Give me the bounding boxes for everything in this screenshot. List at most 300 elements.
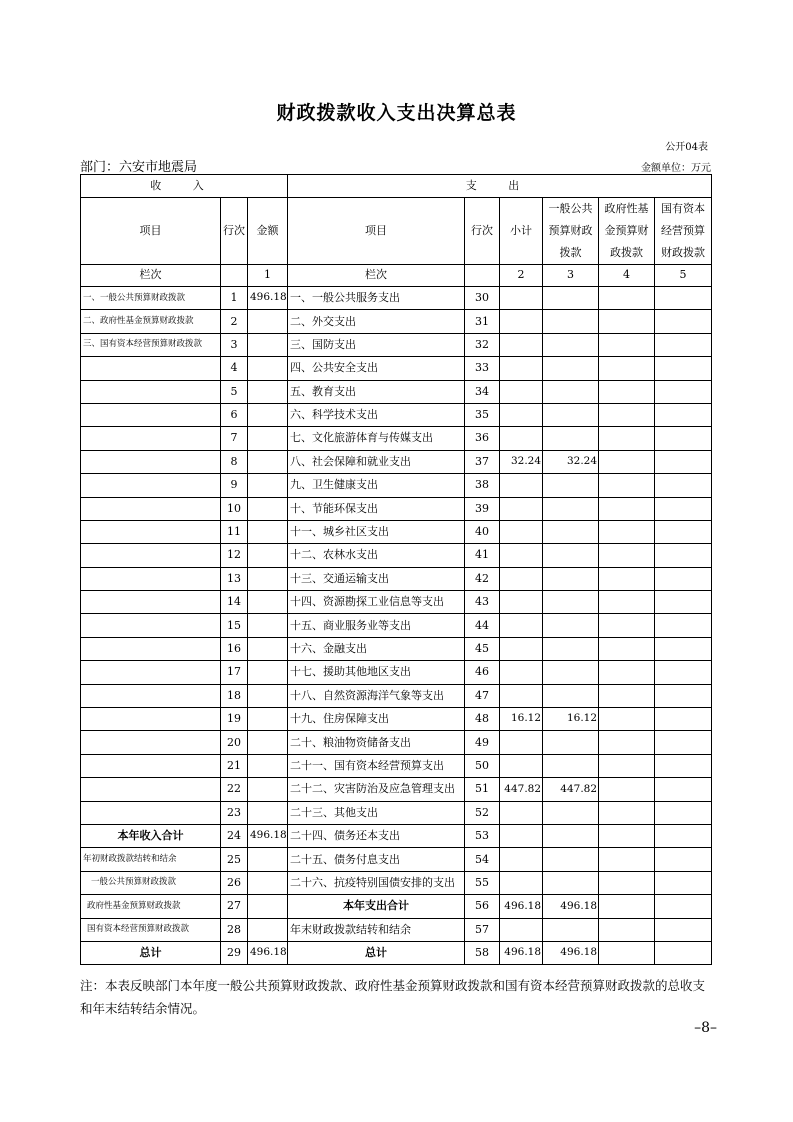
expense-row-no-cell: 39: [465, 497, 500, 520]
subtotal-cell: [500, 520, 543, 543]
income-amount-cell: [248, 614, 288, 637]
income-item-cell: 总计: [81, 941, 221, 964]
expense-row-no-cell: 52: [465, 801, 500, 824]
subtotal-cell: [500, 731, 543, 754]
income-row-no-cell: 19: [221, 708, 248, 731]
income-row-no-cell: 14: [221, 591, 248, 614]
income-item-cell: [81, 591, 221, 614]
table-row: [81, 918, 712, 941]
expense-row-no-cell: 54: [465, 848, 500, 871]
expense-item-cell: 一、一般公共服务支出: [288, 287, 465, 310]
expense-row-no-cell: 50: [465, 754, 500, 777]
income-item-cell: [81, 684, 221, 707]
expense-row-no-cell: 36: [465, 427, 500, 450]
subtotal-cell: [500, 661, 543, 684]
fund-budget-cell: [599, 778, 655, 801]
general-budget-cell: [543, 380, 599, 403]
fund-budget-cell: [599, 427, 655, 450]
income-row-no-cell: 4: [221, 357, 248, 380]
col-number-5: 5: [655, 265, 712, 287]
expense-row-no-cell: 42: [465, 567, 500, 590]
footnote: 注：本表反映部门本年度一般公共预算财政拨款、政府性基金预算财政拨款和国有资本经营预算财政拨款的总收支和年末结转结余情况。: [80, 978, 706, 1016]
state-capital-cell: [655, 287, 712, 310]
expense-item-cell: 四、公共安全支出: [288, 357, 465, 380]
expense-item-cell: 二十六、抗疫特别国债安排的支出: [288, 871, 465, 894]
department-label: 部门：六安市地震局: [80, 160, 198, 175]
fund-budget-cell: [599, 287, 655, 310]
income-amount-cell: [248, 567, 288, 590]
income-item-cell: [81, 661, 221, 684]
fund-budget-cell: [599, 754, 655, 777]
expense-item-cell: 十一、城乡社区支出: [288, 520, 465, 543]
income-amount-cell: 496.18: [248, 941, 288, 964]
expense-item-cell: 七、文化旅游体育与传媒支出: [288, 427, 465, 450]
col-number-1: 1: [248, 265, 288, 287]
fund-budget-cell: [599, 661, 655, 684]
state-capital-cell: [655, 567, 712, 590]
income-row-no-cell: 7: [221, 427, 248, 450]
subtotal-cell: 496.18: [500, 895, 543, 918]
table-row: [81, 778, 712, 801]
subtotal-cell: [500, 824, 543, 847]
income-item-cell: 二、政府性基金预算财政拨款: [81, 310, 221, 333]
subtotal-cell: [500, 848, 543, 871]
fund-budget-cell: [599, 333, 655, 356]
income-amount-cell: [248, 497, 288, 520]
subtotal-cell: [500, 310, 543, 333]
fund-budget-cell: [599, 614, 655, 637]
state-capital-cell: [655, 895, 712, 918]
state-capital-cell: [655, 474, 712, 497]
expense-item-cell: 六、科学技术支出: [288, 403, 465, 426]
general-budget-cell: 496.18: [543, 941, 599, 964]
state-capital-cell: [655, 801, 712, 824]
general-budget-cell: [543, 637, 599, 660]
income-item-cell: [81, 544, 221, 567]
income-amount-cell: [248, 731, 288, 754]
income-amount-cell: [248, 591, 288, 614]
income-row-no-cell: 28: [221, 918, 248, 941]
state-capital-cell: [655, 754, 712, 777]
state-capital-cell: [655, 614, 712, 637]
state-capital-cell: [655, 520, 712, 543]
income-col-blank: [221, 265, 248, 287]
table-row: [81, 497, 712, 520]
general-budget-cell: [543, 614, 599, 637]
state-capital-cell: [655, 380, 712, 403]
general-budget-cell: [543, 520, 599, 543]
fund-budget-cell: [599, 708, 655, 731]
expense-row-no-cell: 49: [465, 731, 500, 754]
table-row: [81, 895, 712, 918]
table-row: [81, 614, 712, 637]
subtotal-cell: [500, 357, 543, 380]
income-row-no-cell: 11: [221, 520, 248, 543]
expense-row-no-cell: 37: [465, 450, 500, 473]
fund-budget-cell: [599, 450, 655, 473]
general-budget-cell: [543, 567, 599, 590]
fund-budget-cell: [599, 520, 655, 543]
fund-budget-cell: [599, 380, 655, 403]
expense-row-no-cell: 45: [465, 637, 500, 660]
expense-row-no-cell: 40: [465, 520, 500, 543]
table-row: [81, 333, 712, 356]
state-capital-cell: [655, 333, 712, 356]
table-row: [81, 708, 712, 731]
table-row: [81, 591, 712, 614]
income-item-cell: 政府性基金预算财政拨款: [81, 895, 221, 918]
income-amount-cell: [248, 333, 288, 356]
income-row-no-cell: 15: [221, 614, 248, 637]
income-section-header: 收 入: [81, 175, 288, 198]
income-item-cell: 本年收入合计: [81, 824, 221, 847]
income-row-no-cell: 3: [221, 333, 248, 356]
income-row-no-cell: 10: [221, 497, 248, 520]
income-item-cell: [81, 403, 221, 426]
income-amount-cell: [248, 778, 288, 801]
form-number: 公开04表: [665, 142, 708, 153]
amount-unit-label: 金额单位：万元: [641, 163, 711, 174]
income-item-cell: 三、国有资本经营预算财政拨款: [81, 333, 221, 356]
general-budget-cell: 32.24: [543, 450, 599, 473]
table-row: [81, 731, 712, 754]
subtotal-cell: [500, 427, 543, 450]
income-amount-cell: [248, 427, 288, 450]
subtotal-header: 小计: [500, 198, 543, 265]
subtotal-cell: [500, 567, 543, 590]
expense-col-blank: [465, 265, 500, 287]
subtotal-cell: [500, 801, 543, 824]
general-budget-cell: [543, 357, 599, 380]
state-capital-cell: [655, 497, 712, 520]
expense-item-cell: 二十一、国有资本经营预算支出: [288, 754, 465, 777]
income-item-cell: [81, 778, 221, 801]
state-capital-cell: [655, 310, 712, 333]
income-amount-cell: [248, 403, 288, 426]
income-item-cell: 一、一般公共预算财政拨款: [81, 287, 221, 310]
income-amount-cell: [248, 544, 288, 567]
table-row: [81, 801, 712, 824]
general-budget-cell: 447.82: [543, 778, 599, 801]
subtotal-cell: [500, 474, 543, 497]
income-row-no-cell: 22: [221, 778, 248, 801]
expense-item-cell: 五、教育支出: [288, 380, 465, 403]
general-budget-cell: [543, 310, 599, 333]
income-row-no-cell: 17: [221, 661, 248, 684]
table-row: [81, 754, 712, 777]
fund-budget-cell: [599, 895, 655, 918]
expense-item-cell: 总计: [288, 941, 465, 964]
table-row: [81, 544, 712, 567]
expense-item-cell: 三、国防支出: [288, 333, 465, 356]
table-row: [81, 824, 712, 847]
state-capital-cell: [655, 450, 712, 473]
subtotal-cell: 32.24: [500, 450, 543, 473]
income-amount-cell: [248, 474, 288, 497]
income-row-no-cell: 29: [221, 941, 248, 964]
income-item-cell: [81, 731, 221, 754]
income-item-cell: [81, 614, 221, 637]
header-row-columns: [81, 198, 712, 265]
table-row: [81, 310, 712, 333]
fund-budget-cell: [599, 474, 655, 497]
income-amount-cell: [248, 450, 288, 473]
income-row-no-cell: 5: [221, 380, 248, 403]
income-row-no-cell: 21: [221, 754, 248, 777]
state-capital-header: 国有资本经营预算财政拨款: [655, 198, 712, 265]
general-budget-cell: [543, 871, 599, 894]
expense-row-no-cell: 55: [465, 871, 500, 894]
income-row-no-cell: 24: [221, 824, 248, 847]
subtotal-cell: [500, 871, 543, 894]
subtotal-cell: [500, 684, 543, 707]
income-item-cell: [81, 474, 221, 497]
income-amount-header: 金额: [248, 198, 288, 265]
expense-item-cell: 二、外交支出: [288, 310, 465, 333]
subtotal-cell: [500, 637, 543, 660]
income-row-no-cell: 2: [221, 310, 248, 333]
fund-budget-cell: [599, 918, 655, 941]
general-budget-cell: [543, 754, 599, 777]
table-row: [81, 520, 712, 543]
income-amount-cell: [248, 357, 288, 380]
subtotal-cell: [500, 403, 543, 426]
fund-budget-cell: [599, 684, 655, 707]
general-budget-cell: [543, 333, 599, 356]
expense-row-no-cell: 58: [465, 941, 500, 964]
table-row: [81, 357, 712, 380]
state-capital-cell: [655, 848, 712, 871]
fund-budget-cell: [599, 637, 655, 660]
expense-row-no-cell: 31: [465, 310, 500, 333]
state-capital-cell: [655, 637, 712, 660]
expense-row-no-cell: 33: [465, 357, 500, 380]
income-row-no-cell: 27: [221, 895, 248, 918]
general-budget-cell: [543, 427, 599, 450]
expense-item-cell: 十八、自然资源海洋气象等支出: [288, 684, 465, 707]
table-row: [81, 661, 712, 684]
income-row-no-header: 行次: [221, 198, 248, 265]
expense-row-no-cell: 53: [465, 824, 500, 847]
fund-budget-cell: [599, 941, 655, 964]
income-item-cell: [81, 754, 221, 777]
fund-budget-cell: [599, 871, 655, 894]
budget-summary-table: [80, 174, 712, 965]
state-capital-cell: [655, 941, 712, 964]
income-item-cell: 一般公共预算财政拨款: [81, 871, 221, 894]
expense-row-no-cell: 56: [465, 895, 500, 918]
income-item-cell: [81, 380, 221, 403]
expense-row-no-cell: 32: [465, 333, 500, 356]
table-row: [81, 637, 712, 660]
header-row-column-numbers: [81, 265, 712, 287]
income-row-no-cell: 6: [221, 403, 248, 426]
table-row: [81, 474, 712, 497]
income-row-no-cell: 20: [221, 731, 248, 754]
income-row-no-cell: 16: [221, 637, 248, 660]
state-capital-cell: [655, 871, 712, 894]
income-amount-cell: [248, 848, 288, 871]
subtotal-cell: [500, 544, 543, 567]
fund-budget-cell: [599, 731, 655, 754]
general-budget-cell: [543, 544, 599, 567]
subtotal-cell: [500, 754, 543, 777]
col-number-2: 2: [500, 265, 543, 287]
expense-row-no-header: 行次: [465, 198, 500, 265]
expense-section-header: 支 出: [288, 175, 712, 198]
subtotal-cell: [500, 918, 543, 941]
page-title: 财政拨款收入支出决算总表: [276, 102, 517, 124]
expense-item-cell: 十二、农林水支出: [288, 544, 465, 567]
expense-item-cell: 本年支出合计: [288, 895, 465, 918]
table-row: [81, 287, 712, 310]
income-item-cell: [81, 567, 221, 590]
expense-row-no-cell: 35: [465, 403, 500, 426]
expense-row-no-cell: 44: [465, 614, 500, 637]
table-row: [81, 380, 712, 403]
expense-row-no-cell: 47: [465, 684, 500, 707]
header-row-sections: [81, 175, 712, 198]
col-number-3: 3: [543, 265, 599, 287]
income-item-cell: [81, 357, 221, 380]
general-budget-cell: 16.12: [543, 708, 599, 731]
expense-item-cell: 十六、金融支出: [288, 637, 465, 660]
income-item-cell: [81, 450, 221, 473]
expense-item-cell: 十七、援助其他地区支出: [288, 661, 465, 684]
table-row: [81, 684, 712, 707]
expense-item-cell: 二十五、债务付息支出: [288, 848, 465, 871]
expense-row-no-cell: 57: [465, 918, 500, 941]
expense-item-cell: 九、卫生健康支出: [288, 474, 465, 497]
fund-budget-cell: [599, 848, 655, 871]
income-amount-cell: [248, 637, 288, 660]
income-item-cell: [81, 520, 221, 543]
income-row-no-cell: 13: [221, 567, 248, 590]
general-budget-cell: [543, 661, 599, 684]
general-budget-cell: [543, 848, 599, 871]
state-capital-cell: [655, 427, 712, 450]
income-row-no-cell: 26: [221, 871, 248, 894]
income-row-no-cell: 25: [221, 848, 248, 871]
income-item-cell: 国有资本经营预算财政拨款: [81, 918, 221, 941]
expense-row-no-cell: 51: [465, 778, 500, 801]
page-number: –8–: [694, 1020, 717, 1036]
subtotal-cell: 447.82: [500, 778, 543, 801]
income-amount-cell: [248, 918, 288, 941]
subtotal-cell: [500, 614, 543, 637]
fund-budget-cell: [599, 591, 655, 614]
fund-budget-cell: [599, 801, 655, 824]
income-amount-cell: [248, 754, 288, 777]
expense-row-no-cell: 48: [465, 708, 500, 731]
state-capital-cell: [655, 778, 712, 801]
expense-row-no-cell: 38: [465, 474, 500, 497]
state-capital-cell: [655, 918, 712, 941]
income-row-no-cell: 18: [221, 684, 248, 707]
table-row: [81, 427, 712, 450]
income-amount-cell: [248, 895, 288, 918]
general-budget-cell: [543, 801, 599, 824]
expense-row-no-cell: 30: [465, 287, 500, 310]
fund-budget-cell: [599, 403, 655, 426]
expense-item-header: 项目: [288, 198, 465, 265]
expense-item-cell: 十五、商业服务业等支出: [288, 614, 465, 637]
income-item-cell: [81, 497, 221, 520]
general-budget-cell: [543, 403, 599, 426]
expense-item-cell: 二十三、其他支出: [288, 801, 465, 824]
expense-row-no-cell: 43: [465, 591, 500, 614]
state-capital-cell: [655, 403, 712, 426]
table-row: [81, 450, 712, 473]
income-amount-cell: [248, 380, 288, 403]
general-budget-header: 一般公共预算财政拨款: [543, 198, 599, 265]
income-row-no-cell: 1: [221, 287, 248, 310]
income-item-cell: 年初财政拨款结转和结余: [81, 848, 221, 871]
expense-item-cell: 十九、住房保障支出: [288, 708, 465, 731]
state-capital-cell: [655, 731, 712, 754]
income-item-cell: [81, 637, 221, 660]
table-row: [81, 567, 712, 590]
table-row: [81, 848, 712, 871]
expense-col-label: 栏次: [288, 265, 465, 287]
income-amount-cell: [248, 520, 288, 543]
expense-item-cell: 年末财政拨款结转和结余: [288, 918, 465, 941]
general-budget-cell: [543, 731, 599, 754]
state-capital-cell: [655, 824, 712, 847]
expense-item-cell: 八、社会保障和就业支出: [288, 450, 465, 473]
col-number-4: 4: [599, 265, 655, 287]
expense-row-no-cell: 46: [465, 661, 500, 684]
expense-item-cell: 二十二、灾害防治及应急管理支出: [288, 778, 465, 801]
fund-budget-cell: [599, 544, 655, 567]
fund-budget-cell: [599, 497, 655, 520]
income-item-header: 项目: [81, 198, 221, 265]
subtotal-cell: [500, 497, 543, 520]
subtotal-cell: 16.12: [500, 708, 543, 731]
income-row-no-cell: 12: [221, 544, 248, 567]
general-budget-cell: [543, 287, 599, 310]
income-amount-cell: 496.18: [248, 287, 288, 310]
subtotal-cell: 496.18: [500, 941, 543, 964]
fund-budget-cell: [599, 567, 655, 590]
subtotal-cell: [500, 380, 543, 403]
income-amount-cell: [248, 871, 288, 894]
state-capital-cell: [655, 661, 712, 684]
expense-item-cell: 二十四、债务还本支出: [288, 824, 465, 847]
general-budget-cell: [543, 918, 599, 941]
state-capital-cell: [655, 544, 712, 567]
fund-budget-cell: [599, 824, 655, 847]
income-amount-cell: [248, 310, 288, 333]
general-budget-cell: 496.18: [543, 895, 599, 918]
state-capital-cell: [655, 591, 712, 614]
expense-row-no-cell: 41: [465, 544, 500, 567]
fund-budget-cell: [599, 310, 655, 333]
state-capital-cell: [655, 684, 712, 707]
income-col-label: 栏次: [81, 265, 221, 287]
state-capital-cell: [655, 708, 712, 731]
income-amount-cell: 496.18: [248, 824, 288, 847]
expense-row-no-cell: 34: [465, 380, 500, 403]
expense-item-cell: 十三、交通运输支出: [288, 567, 465, 590]
income-row-no-cell: 8: [221, 450, 248, 473]
income-amount-cell: [248, 801, 288, 824]
income-item-cell: [81, 801, 221, 824]
income-item-cell: [81, 708, 221, 731]
subtotal-cell: [500, 287, 543, 310]
general-budget-cell: [543, 497, 599, 520]
general-budget-cell: [543, 591, 599, 614]
